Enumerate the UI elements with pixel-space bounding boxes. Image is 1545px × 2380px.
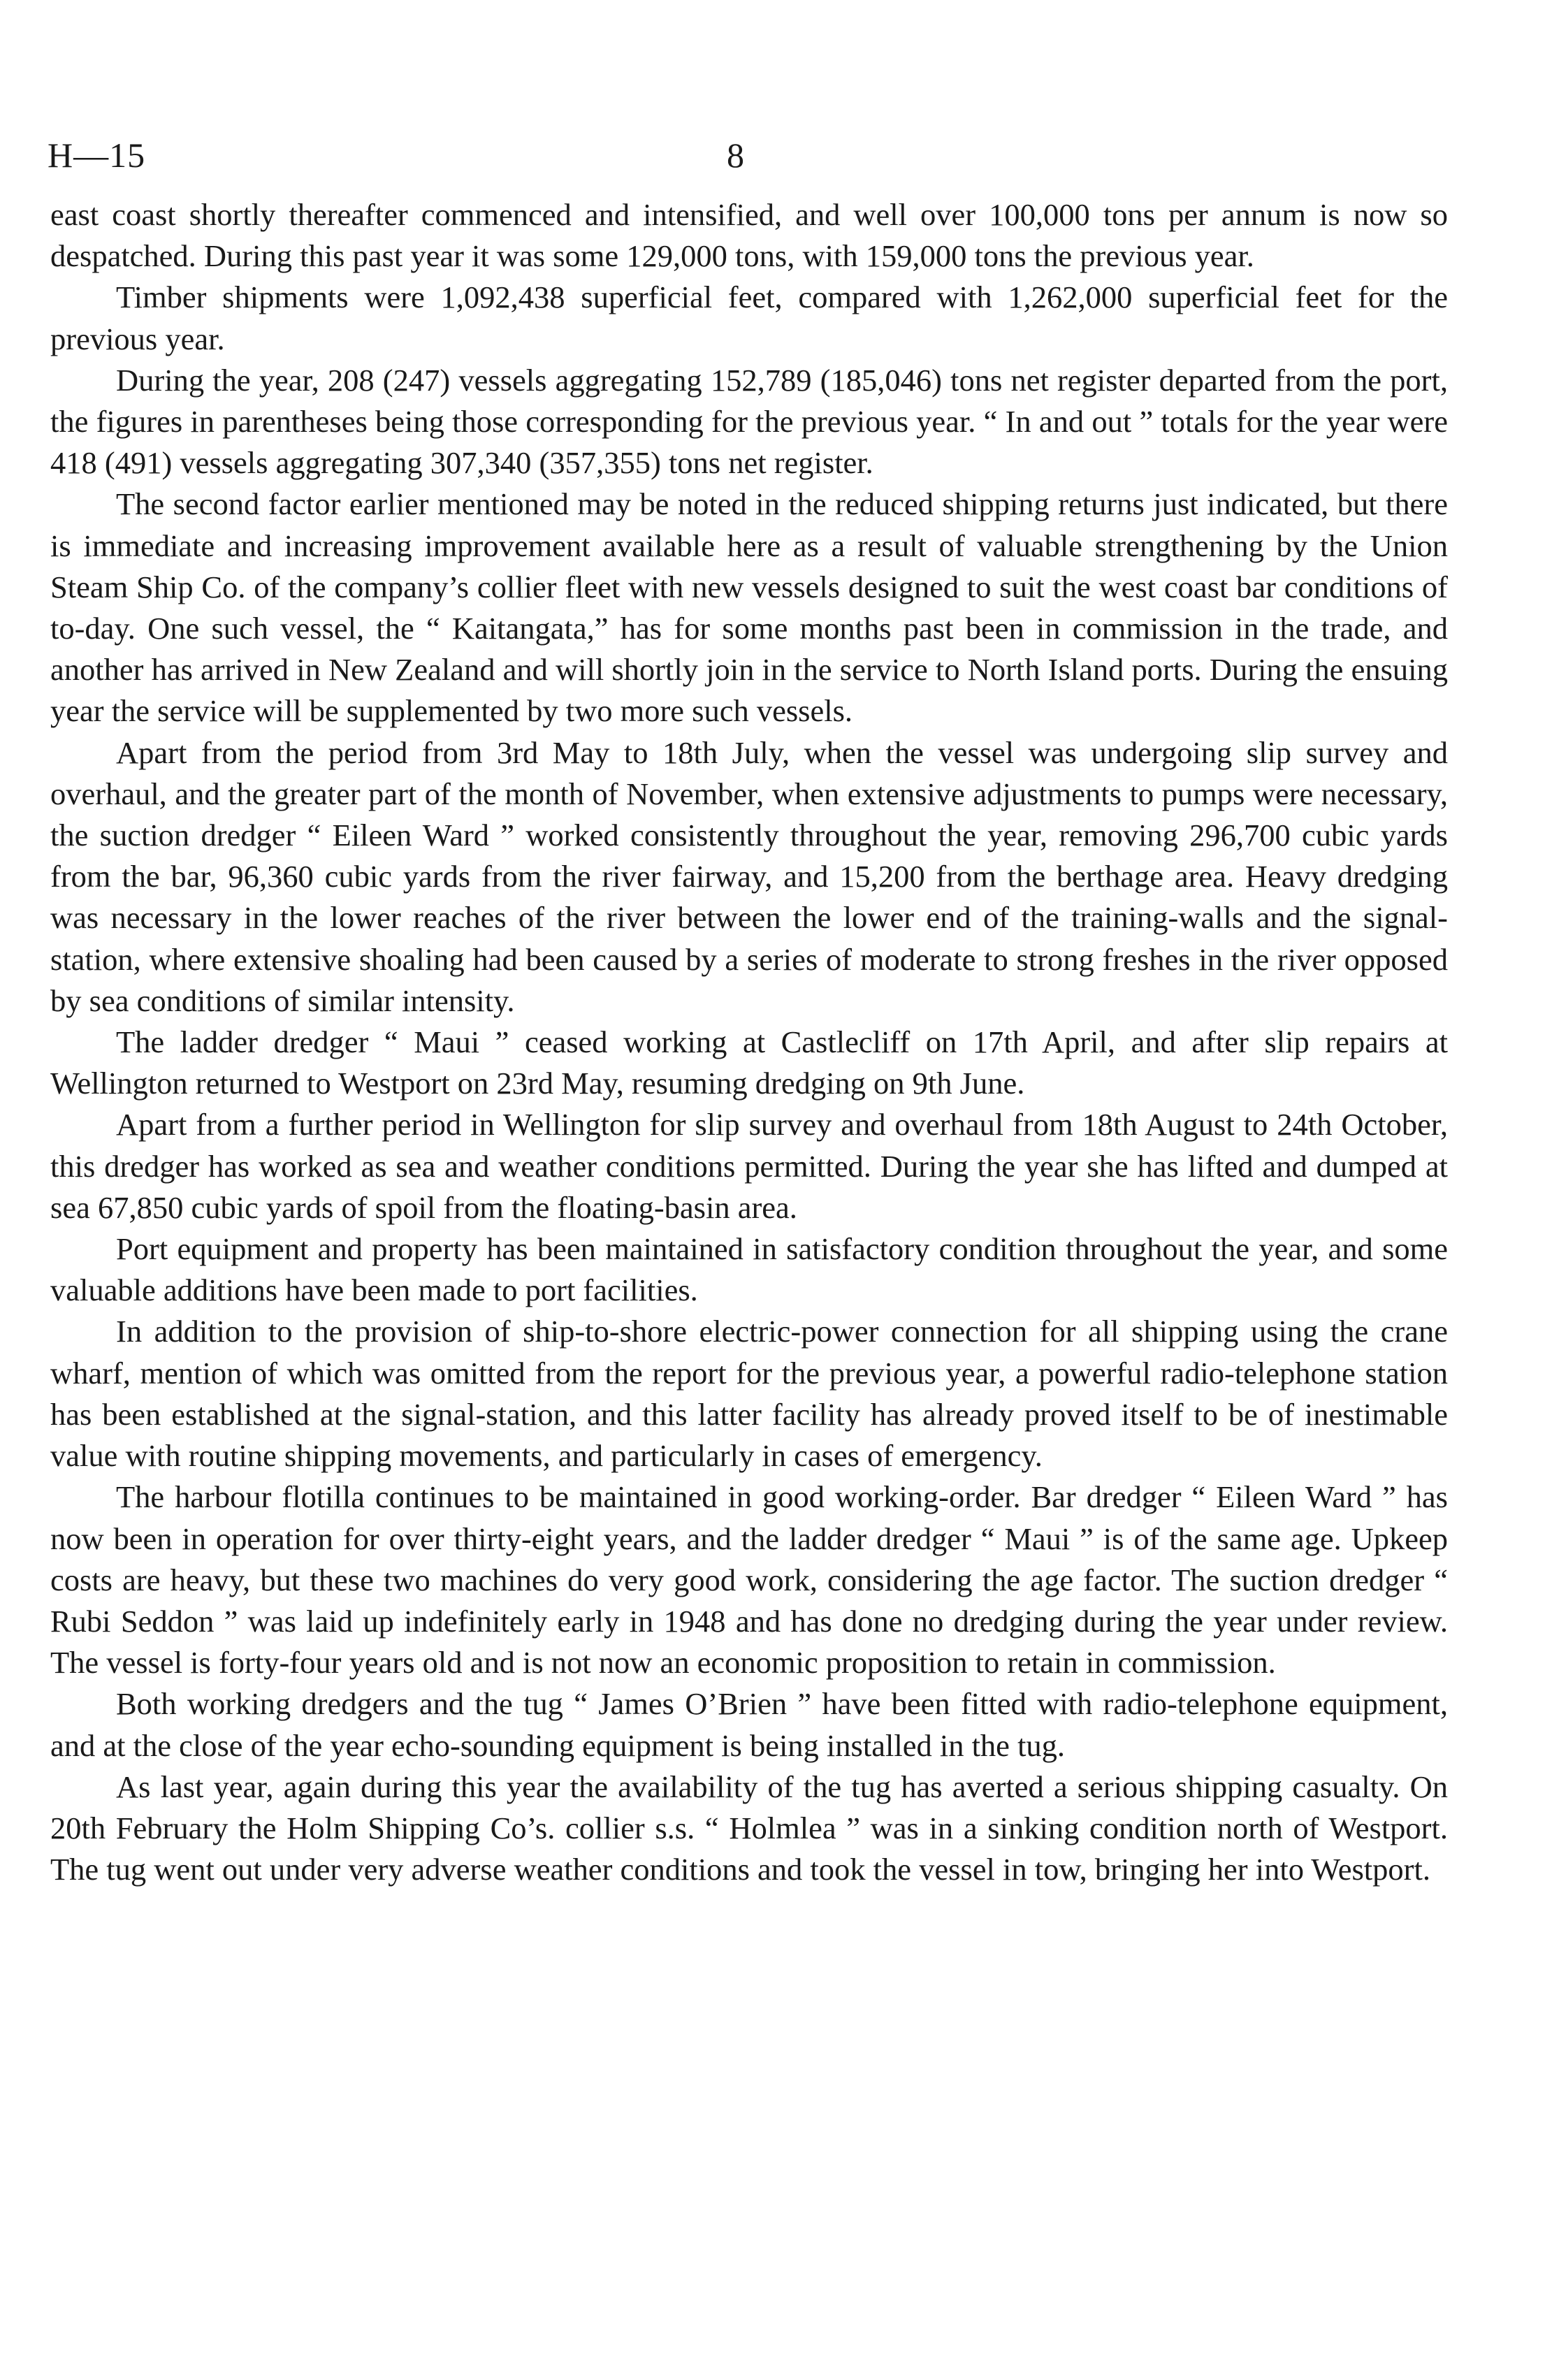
- page-number: 8: [727, 136, 744, 175]
- paragraph: The ladder dredger “ Maui ” ceased working at Castlecliff on 17th April, and after slip repairs at Wellington returned to Westport on 23rd May, resuming dredging on 9th June.: [50, 1024, 1448, 1101]
- paragraph: Apart from a further period in Wellington for slip survey and overhaul from 18th August to 24th October, this dredger has worked as sea and weather conditions permitted. During the year she has lifted and dumped at sea 67,850 cubic yards of spoil from the floating-basin area.: [50, 1107, 1448, 1225]
- paragraph: During the year, 208 (247) vessels aggregating 152,789 (185,046) tons net register departed from the port, the figures in parentheses being those corresponding for the previous year. “ In and out ” totals for the year were 418 (491) vessels aggregating 307,340 (357,355) tons net register.: [50, 362, 1448, 481]
- paragraph: In addition to the provision of ship-to-shore electric-power connection for all shipping using the crane wharf, mention of which was omitted from the report for the previous year, a powerful radio-telephone station has been established at the signal-station, and this latter facility has already proved itself to be of inestimable value with routine shipping movements, and particularly in cases of emergency.: [50, 1314, 1448, 1474]
- paragraph: The harbour flotilla continues to be maintained in good working-order. Bar dredger “ Eileen Ward ” has now been in operation for over thirty-eight years, and the ladder dredger “ Maui ” is of the same age. Upkeep costs are heavy, but these two machines do very good work, considering the age factor. The suction dredger “ Rubi Seddon ” was laid up indefinitely early in 1948 and has done no dredging during the year under review. The vessel is forty-four years old and is not now an economic proposition to retain in commission.: [50, 1479, 1448, 1681]
- paragraph: Apart from the period from 3rd May to 18th July, when the vessel was undergoing slip survey and overhaul, and the greater part of the month of November, when extensive adjustments to pumps were necessary, the suction dredger “ Eileen Ward ” worked consistently throughout the year, removing 296,700 cubic yards from the bar, 96,360 cubic yards from the river fairway, and 15,200 from the berthage area. Heavy dredging was necessary in the lower reaches of the river between the lower end of the training-walls and the signal-station, where extensive shoaling had been caused by a series of moderate to strong freshes in the river opposed by sea conditions of similar intensity.: [50, 734, 1448, 1018]
- paragraph: Port equipment and property has been maintained in satisfactory condition throughout the year, and some valuable additions have been made to port facilities.: [50, 1231, 1448, 1308]
- paragraph: east coast shortly thereafter commenced and intensified, and well over 100,000 tons per annum is now so despatched. During this past year it was some 129,000 tons, with 159,000 tons the previous year.: [50, 197, 1448, 274]
- paragraph: As last year, again during this year the availability of the tug has averted a serious shipping casualty. On 20th February the Holm Shipping Co’s. collier s.s. “ Holmlea ” was in a sinking condition north of Westport. The tug went out under very adverse weather conditions and took the vessel in tow, bringing her into Westport.: [50, 1769, 1448, 1887]
- paragraph: Timber shipments were 1,092,438 superficial feet, compared with 1,262,000 superficial feet for the previous year.: [50, 280, 1448, 356]
- body-text: [50, 194, 1448, 1890]
- paragraph: Both working dredgers and the tug “ James O’Brien ” have been fitted with radio-telephone equipment, and at the close of the year echo-sounding equipment is being installed in the tug.: [50, 1686, 1448, 1763]
- paragraph: The second factor earlier mentioned may be noted in the reduced shipping returns just indicated, but there is immediate and increasing improvement available here as a result of valuable strengthening by the Union Steam Ship Co. of the company’s collier fleet with new vessels designed to suit the west coast bar conditions of to-day. One such vessel, the “ Kaitangata,” has for some months past been in commission in the trade, and another has arrived in New Zealand and will shortly join in the service to North Island ports. During the ensuing year the service will be supplemented by two more such vessels.: [50, 486, 1448, 729]
- page-identifier: H—15: [48, 136, 146, 175]
